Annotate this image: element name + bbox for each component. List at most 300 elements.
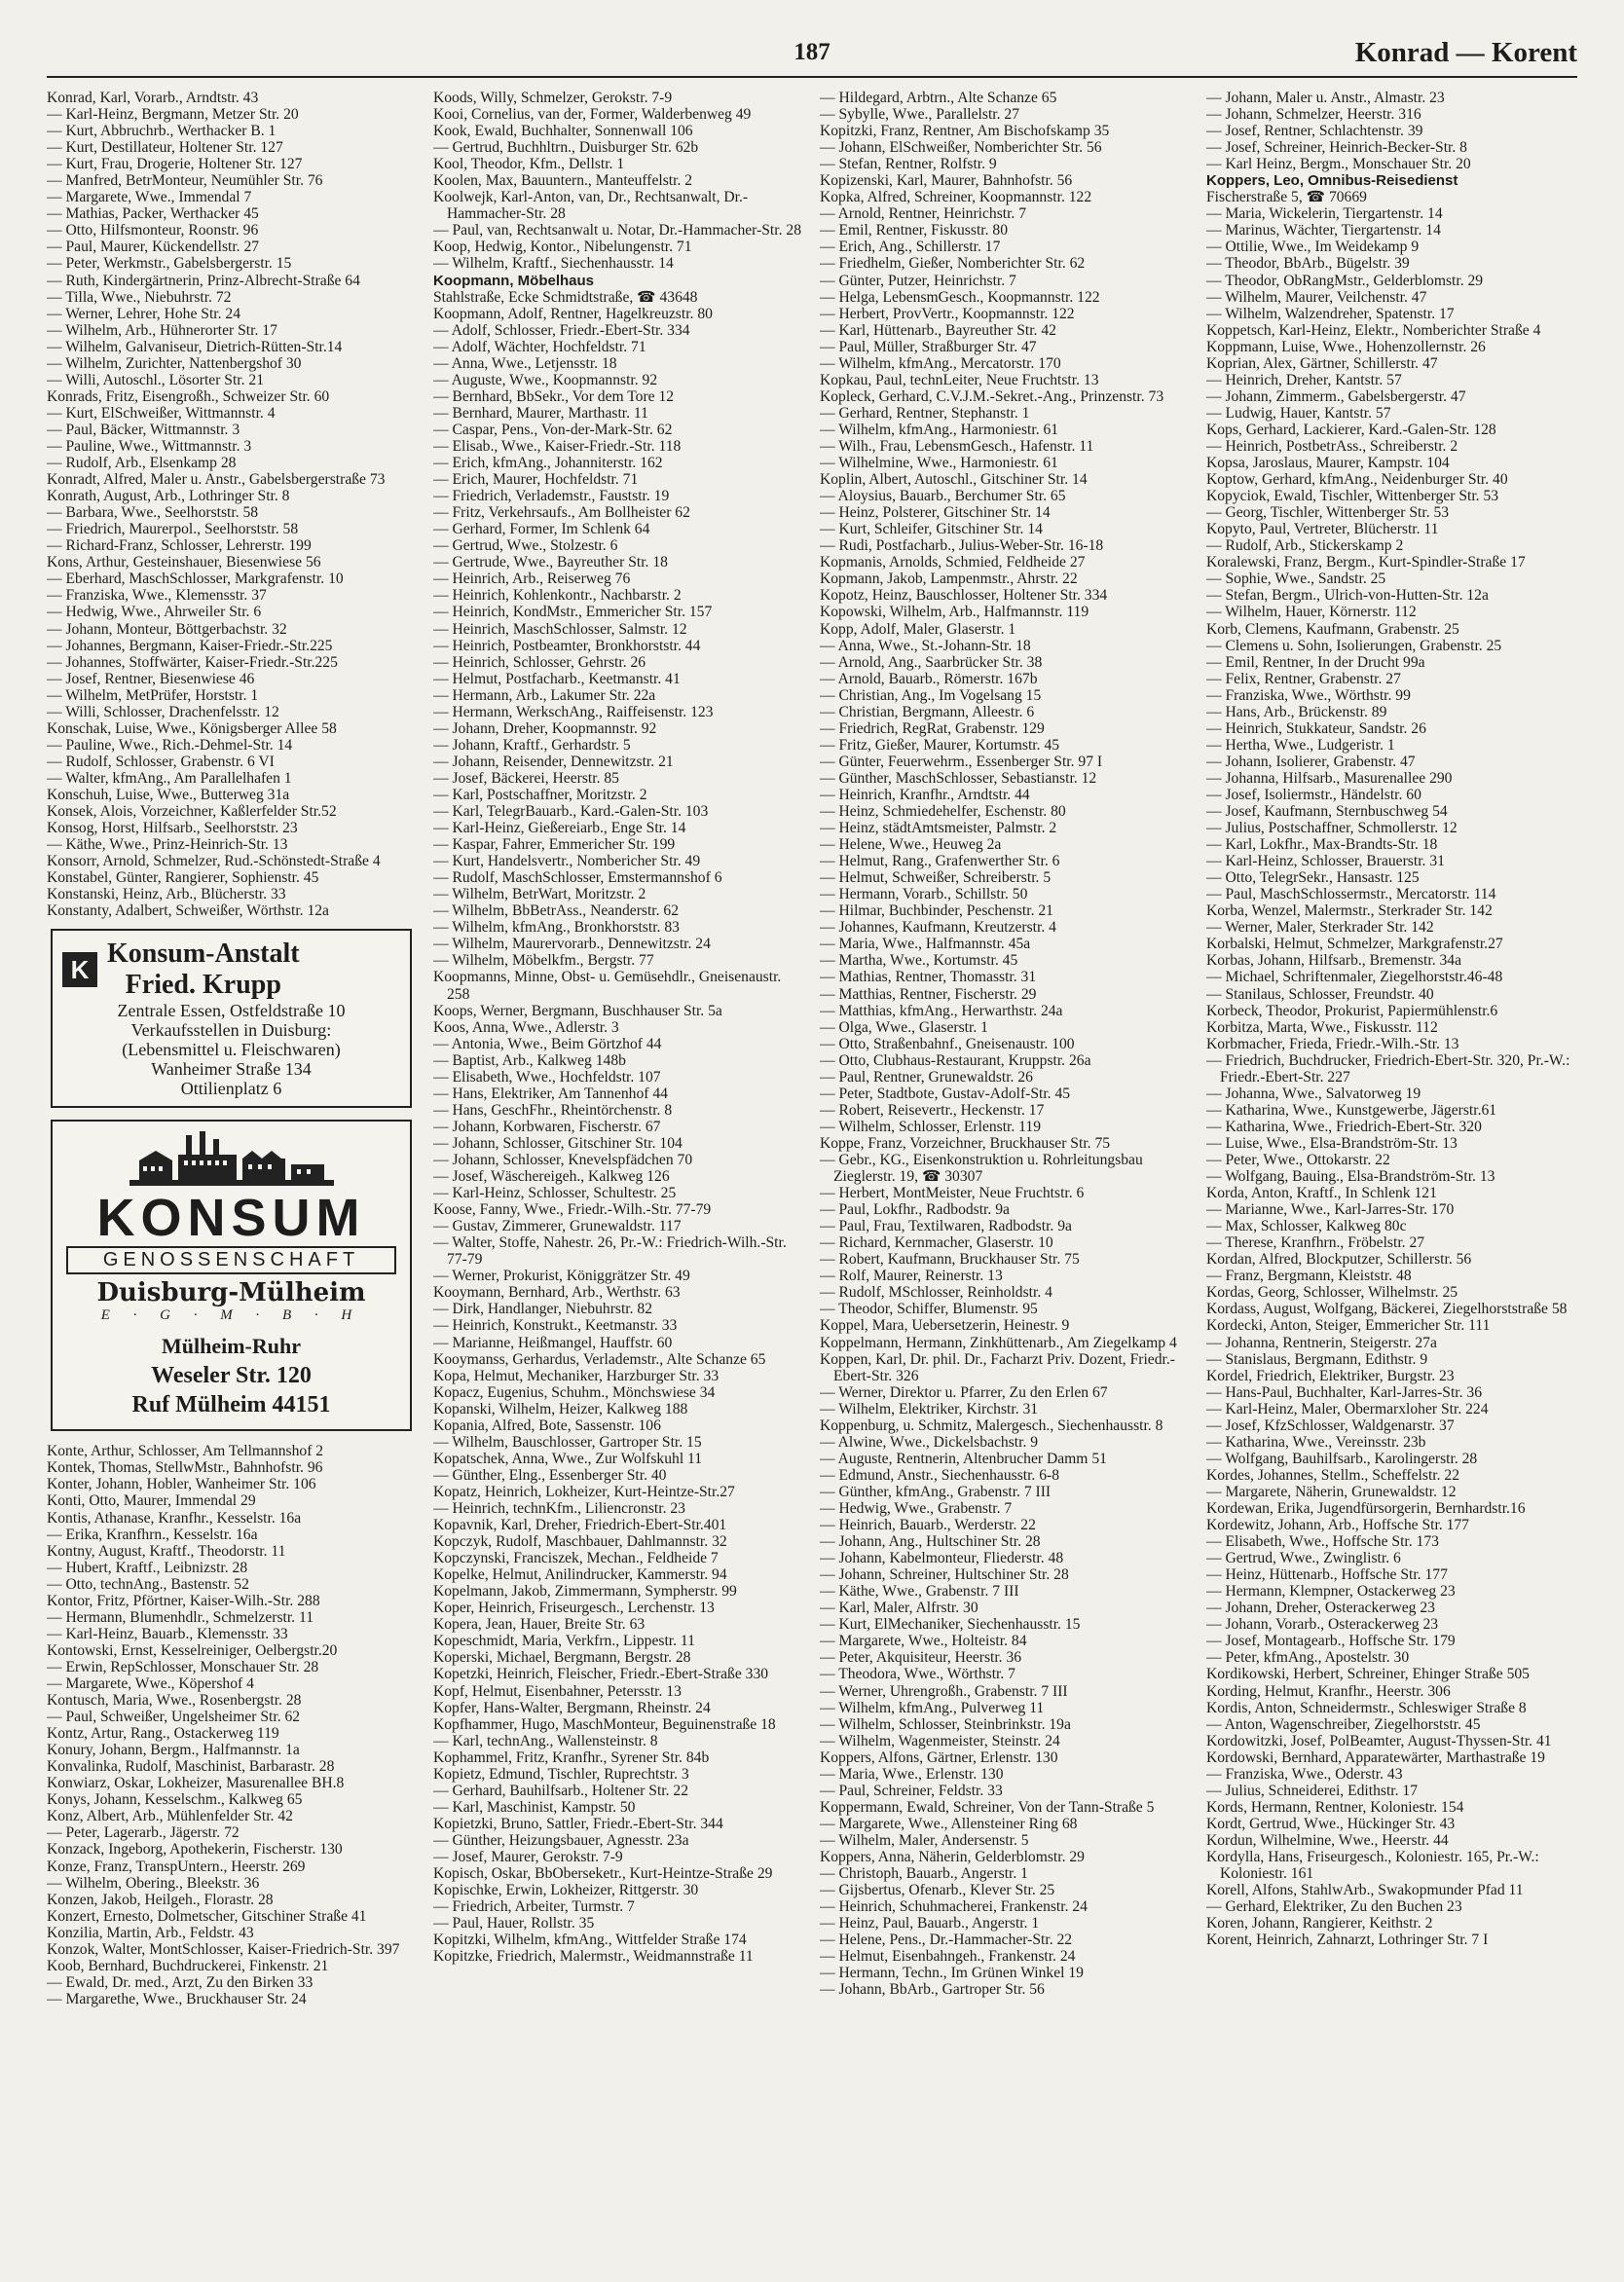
krupp-advertisement — [51, 929, 412, 1108]
directory-entry: — Emil, Rentner, Fiskusstr. 80 — [820, 222, 1009, 239]
directory-entry: Konys, Johann, Kesselschm., Kalkweg 65 — [47, 1791, 303, 1809]
directory-entry: — Johann, Korbwaren, Fischerstr. 67 — [433, 1118, 661, 1135]
directory-entry: Konrads, Fritz, Eisengroßh., Schweizer Str. 60 — [47, 387, 330, 405]
directory-entry: — Wilhelm, Möbelkfm., Bergstr. 77 — [433, 952, 654, 970]
directory-entry: — Margarete, Wwe., Köpershof 4 — [47, 1675, 254, 1692]
directory-entry: Korell, Alfons, StahlwArb., Swakopmunder Pfad 11 — [1206, 1882, 1524, 1899]
directory-entry: — Johann, Isolierer, Grabenstr. 47 — [1206, 753, 1416, 770]
directory-entry: — Walter, kfmAng., Am Parallelhafen 1 — [47, 769, 292, 787]
directory-entry: — Wilhelm, Arb., Hühnerorter Str. 17 — [47, 321, 277, 339]
directory-entry: Kopleck, Gerhard, C.V.J.M.-Sekret.-Ang., Prinzenstr. 73 — [820, 387, 1164, 405]
directory-entry: — Günter, Putzer, Heinrichstr. 7 — [820, 272, 1016, 289]
directory-entry: — Johann, Reisender, Dennewitzstr. 21 — [433, 753, 674, 770]
directory-entry: — Matthias, kfmAng., Herwarthstr. 24a — [820, 1002, 1063, 1019]
directory-entry: — Edmund, Anstr., Siechenhausstr. 6-8 — [820, 1466, 1060, 1484]
directory-entry: Konze, Franz, TranspUntern., Heerstr. 269 — [47, 1858, 306, 1875]
directory-entry: — Kurt, Handelsvertr., Nombericher Str. 49 — [433, 853, 701, 870]
directory-entry: — Friedrich, RegRat, Grabenstr. 129 — [820, 719, 1045, 737]
directory-entry: — Karl, TelegrBauarb., Kard.-Galen-Str. 103 — [433, 803, 709, 821]
directory-entry: Konschuh, Luise, Wwe., Butterweg 31a — [47, 786, 290, 803]
directory-entry: — Kurt, Frau, Drogerie, Holtener Str. 127 — [47, 156, 303, 173]
directory-entry: — Peter, Werkmstr., Gabelsbergerstr. 15 — [47, 255, 292, 273]
directory-entry: — Erika, Kranfhrn., Kesselstr. 16a — [47, 1526, 258, 1543]
directory-entry: — Paul, Schreiner, Feldstr. 33 — [820, 1782, 1003, 1799]
directory-entry: Kopatz, Heinrich, Lokheizer, Kurt-Heintze-Str.27 — [433, 1483, 735, 1500]
directory-entry: Kopietzki, Bruno, Sattler, Friedr.-Ebert-Str. 344 — [433, 1815, 723, 1832]
directory-entry: — Erich, kfmAng., Johanniterstr. 162 — [433, 455, 663, 472]
directory-entry: — Josef, Wäschereigeh., Kalkweg 126 — [433, 1168, 670, 1186]
directory-entry: Konzack, Ingeborg, Apothekerin, Fischerstr. 130 — [47, 1841, 343, 1859]
directory-entry: — Hermann, Blumenhdlr., Schmelzerstr. 11 — [47, 1608, 314, 1626]
directory-entry: Korb, Clemens, Kaufmann, Grabenstr. 25 — [1206, 620, 1459, 638]
directory-entry: — Käthe, Wwe., Grabenstr. 7 III — [820, 1583, 1019, 1601]
directory-entry: Korbeck, Theodor, Prokurist, Papiermühlenstr.6 — [1206, 1002, 1498, 1019]
directory-entry: Kontis, Athanase, Kranfhr., Kesselstr. 16a — [47, 1509, 302, 1527]
directory-entry: — Heinrich, Kohlenkontr., Nachbarstr. 2 — [433, 587, 682, 605]
directory-entry: Kontor, Fritz, Pförtner, Kaiser-Wilh.-Str. 288 — [47, 1592, 320, 1609]
directory-entry: — Fritz, Verkehrsaufs., Am Bollheister 62 — [433, 504, 690, 522]
directory-entry: Kopietz, Edmund, Tischler, Ruprechtstr. 3 — [433, 1765, 689, 1783]
directory-entry: — Kurt, ElSchweißer, Wittmannstr. 4 — [47, 404, 276, 422]
directory-entry: — Adolf, Schlosser, Friedr.-Ebert-Str. 334 — [433, 321, 690, 339]
directory-entry: — Johann, Schlosser, Knevelspfädchen 70 — [433, 1152, 693, 1168]
directory-entry: Kopavnik, Karl, Dreher, Friedrich-Ebert-Str.401 — [433, 1517, 727, 1534]
konsum-city: Duisburg-Mülheim — [96, 1278, 366, 1308]
directory-entry: — Auguste, Wwe., Koopmannstr. 92 — [433, 371, 658, 388]
konsum-ad-line: Mülheim-Ruhr — [162, 1334, 301, 1359]
directory-entry: Koob, Bernhard, Buchdruckerei, Finkenstr. 21 — [47, 1957, 329, 1974]
directory-entry: Koperski, Michael, Bergmann, Bergstr. 28 — [433, 1649, 691, 1667]
krupp-ad-line: Wanheimer Straße 134 — [151, 1059, 312, 1080]
page-header — [47, 37, 1577, 78]
directory-entry: Kopmanis, Arnolds, Schmied, Feldheide 27 — [820, 554, 1086, 571]
directory-entry: Korbmacher, Frieda, Friedr.-Wilh.-Str. 13 — [1206, 1035, 1459, 1052]
directory-entry: — Franz, Bergmann, Kleiststr. 48 — [1206, 1268, 1412, 1285]
directory-entry: Konti, Otto, Maurer, Immendal 29 — [47, 1492, 256, 1510]
directory-entry: — Karl, Maschinist, Kampstr. 50 — [433, 1798, 636, 1816]
directory-entry: — Gerhard, Rentner, Stephanstr. 1 — [820, 404, 1030, 422]
directory-entry: — Günter, Feuerwehrm., Essenberger Str. 97 I — [820, 753, 1103, 770]
directory-entry: — Theodora, Wwe., Wörthstr. 7 — [820, 1666, 1015, 1683]
directory-entry: Kontusch, Maria, Wwe., Rosenbergstr. 28 — [47, 1692, 302, 1710]
directory-entry: — Heinrich, Schuhmacherei, Frankenstr. 24 — [820, 1898, 1088, 1916]
directory-entry: Kordan, Alfred, Blockputzer, Schillerstr. 56 — [1206, 1251, 1472, 1269]
directory-entry: Konvalinka, Rudolf, Maschinist, Barbarastr. 28 — [47, 1758, 335, 1776]
directory-entry: — Michael, Schriftenmaler, Ziegelhorststr.46-48 — [1206, 969, 1503, 986]
directory-entry: Kordewitz, Johann, Arb., Hoffsche Str. 177 — [1206, 1517, 1469, 1534]
directory-entry: — Heinrich, Konstrukt., Keetmanstr. 33 — [433, 1317, 678, 1335]
directory-entry: Koop, Hedwig, Kontor., Nibelungenstr. 71 — [433, 239, 692, 256]
directory-entry: Kopera, Jean, Hauer, Breite Str. 63 — [433, 1616, 646, 1634]
directory-entry: Kopczynski, Franciszek, Mechan., Feldheide 7 — [433, 1550, 719, 1567]
directory-entry: — Hertha, Wwe., Ludgeristr. 1 — [1206, 736, 1395, 754]
directory-entry: — Hermann, WerkschAng., Raiffeisenstr. 123 — [433, 703, 714, 720]
directory-entry: — Wilhelm, Schlosser, Erlenstr. 119 — [820, 1118, 1041, 1135]
directory-entry: — Wilhelm, MetPrüfer, Horststr. 1 — [47, 686, 259, 704]
directory-entry: — Wilhelm, Hauer, Körnerstr. 112 — [1206, 604, 1417, 621]
directory-entry: — Wilhelm, BetrWart, Moritzstr. 2 — [433, 886, 646, 903]
directory-entry: — Karl, Postschaffner, Moritzstr. 2 — [433, 786, 647, 803]
directory-entry: — Johann, Schlosser, Gitschiner Str. 104 — [433, 1134, 683, 1152]
directory-entry: — Maria, Wwe., Erlenstr. 130 — [820, 1765, 1004, 1783]
directory-entry: Kordes, Johannes, Stellm., Scheffelstr. 22 — [1206, 1466, 1460, 1484]
directory-entry: — Erich, Maurer, Hochfeldstr. 71 — [433, 471, 639, 489]
directory-entry: — Peter, Lagerarb., Jägerstr. 72 — [47, 1824, 240, 1842]
directory-entry: — Fritz, Gießer, Maurer, Kortumstr. 45 — [820, 736, 1060, 754]
directory-entry: — Hubert, Kraftf., Leibnizstr. 28 — [47, 1559, 248, 1576]
directory-entry: — Heinz, Paul, Bauarb., Angerstr. 1 — [820, 1915, 1040, 1932]
directory-entry: — Werner, Direktor u. Pfarrer, Zu den Erlen 67 — [820, 1383, 1108, 1401]
directory-entry: — Karl, Lokfhr., Max-Brandts-Str. 18 — [1206, 836, 1438, 854]
directory-entry: — Hermann, Klempner, Ostackerweg 23 — [1206, 1583, 1456, 1601]
directory-entry: — Arnold, Ang., Saarbrücker Str. 38 — [820, 653, 1043, 671]
directory-entry: — Hedwig, Wwe., Grabenstr. 7 — [820, 1499, 1013, 1517]
directory-entry: — Helene, Pens., Dr.-Hammacher-Str. 22 — [820, 1932, 1073, 1949]
directory-entry: — Alwine, Wwe., Dickelsbachstr. 9 — [820, 1433, 1039, 1451]
directory-entry: — Theodor, Schiffer, Blumenstr. 95 — [820, 1301, 1038, 1318]
column-2 — [433, 90, 802, 2266]
directory-entry: — Karl, Hüttenarb., Bayreuther Str. 42 — [820, 321, 1056, 339]
directory-entry: — Josef, Rentner, Biesenwiese 46 — [47, 670, 255, 687]
directory-entry: Kopizenski, Karl, Maurer, Bahnhofstr. 56 — [820, 172, 1073, 190]
directory-entry: Koolwejk, Karl-Anton, van, Dr., Rechtsanwalt, Dr.-Hammacher-Str. 28 — [433, 189, 749, 223]
directory-entry: — Wilhelm, Kraftf., Siechenhausstr. 14 — [433, 255, 674, 273]
directory-entry: — Friedrich, Maurerpol., Seelhorststr. 58 — [47, 521, 299, 538]
directory-entry: — Baptist, Arb., Kalkweg 148b — [433, 1051, 626, 1069]
directory-entry: — Robert, Reisevertr., Heckenstr. 17 — [820, 1101, 1045, 1119]
directory-entry: — Wilhelm, kfmAng., Mercatorstr. 170 — [820, 354, 1061, 372]
directory-entry: — Theodor, ObRangMstr., Gelderblomstr. 29 — [1206, 272, 1484, 289]
directory-entry: Koopmanns, Minne, Obst- u. Gemüsehdlr., Gneisenaustr. 258 — [433, 969, 782, 1003]
directory-entry: — Luise, Wwe., Elsa-Brandström-Str. 13 — [1206, 1134, 1458, 1152]
directory-entry: — Wilhelm, kfmAng., Bronkhorststr. 83 — [433, 919, 680, 937]
directory-entry: Koos, Anna, Wwe., Adlerstr. 3 — [433, 1018, 619, 1036]
directory-entry: — Marinus, Wächter, Tiergartenstr. 14 — [1206, 222, 1441, 239]
directory-entry: Koppe, Franz, Vorzeichner, Bruckhauser Str. 75 — [820, 1134, 1111, 1152]
directory-entry: — Helene, Wwe., Heuweg 2a — [820, 836, 1002, 854]
krupp-ad-line: Ottilienplatz 6 — [180, 1079, 282, 1099]
directory-entry: — Margarete, Wwe., Allensteiner Ring 68 — [820, 1815, 1078, 1832]
directory-entry: Kooi, Cornelius, van der, Former, Walderbenweg 49 — [433, 106, 752, 124]
directory-entry: — Therese, Kranfhrn., Fröbelstr. 27 — [1206, 1234, 1425, 1252]
directory-entry: Konzen, Jakob, Heilgeh., Florastr. 28 — [47, 1891, 274, 1908]
directory-entry: — Josef, Montagearb., Hoffsche Str. 179 — [1206, 1633, 1456, 1650]
directory-entry: Kopeschmidt, Maria, Verkfrn., Lippestr. 11 — [433, 1633, 695, 1650]
directory-entry: Koops, Werner, Bergmann, Buschhauser Str. 5a — [433, 1002, 722, 1019]
directory-entry: — Friedrich, Buchdrucker, Friedrich-Ebert-Str. 320, Pr.-W.: Friedr.-Ebert-Str. 227 — [1206, 1051, 1570, 1086]
directory-entry: — Gertrud, Wwe., Zwinglistr. 6 — [1206, 1550, 1401, 1567]
directory-entry: — Martha, Wwe., Kortumstr. 45 — [820, 952, 1018, 970]
directory-entry: — Richard, Kernmacher, Glaserstr. 10 — [820, 1234, 1053, 1252]
directory-entry: — Christian, Bergmann, Alleestr. 6 — [820, 703, 1035, 720]
directory-entry: — Josef, Maurer, Gerokstr. 7-9 — [433, 1848, 623, 1865]
directory-entry: Koppmann, Luise, Wwe., Hohenzollernstr. 26 — [1206, 338, 1486, 355]
directory-entry: Kordas, Georg, Schlosser, Wilhelmstr. 25 — [1206, 1284, 1458, 1302]
directory-entry: Koods, Willy, Schmelzer, Gerokstr. 7-9 — [433, 90, 673, 106]
directory-entry: — Gerhard, Former, Im Schlenk 64 — [433, 521, 650, 538]
directory-entry: — Emil, Rentner, In der Drucht 99a — [1206, 653, 1425, 671]
directory-entry: — Gertrud, Wwe., Stolzestr. 6 — [433, 537, 618, 555]
directory-entry: Koralewski, Franz, Bergm., Kurt-Spindler-Straße 17 — [1206, 554, 1526, 571]
directory-entry: — Max, Schlosser, Kalkweg 80c — [1206, 1218, 1407, 1235]
directory-entry: — Günther, Elng., Essenberger Str. 40 — [433, 1466, 667, 1484]
directory-entry: — Gustav, Zimmerer, Grunewaldstr. 117 — [433, 1218, 682, 1235]
directory-entry: — Rudolf, MaschSchlosser, Emstermannshof 6 — [433, 869, 722, 887]
directory-entry: Kordun, Wilhelmine, Wwe., Heerstr. 44 — [1206, 1831, 1449, 1849]
directory-entry: — Karl Heinz, Bergm., Monschauer Str. 20 — [1206, 156, 1471, 173]
directory-entry: — Heinrich, Stukkateur, Sandstr. 26 — [1206, 719, 1426, 737]
directory-entry: — Paul, Bäcker, Wittmannstr. 3 — [47, 421, 240, 438]
directory-entry: Fischerstraße 5, ☎ 70669 — [1206, 189, 1367, 206]
directory-entry: Kopp, Adolf, Maler, Glaserstr. 1 — [820, 620, 1016, 638]
krupp-logo-icon: K — [62, 952, 97, 987]
directory-entry: — Johannes, Bergmann, Kaiser-Friedr.-Str.225 — [47, 637, 333, 654]
directory-entry: — Pauline, Wwe., Wittmannstr. 3 — [47, 437, 252, 455]
directory-entry: — Barbara, Wwe., Seelhorststr. 58 — [47, 504, 259, 522]
directory-entry: — Otto, technAng., Bastenstr. 52 — [47, 1575, 249, 1593]
directory-entry: Kordewan, Erika, Jugendfürsorgerin, Bernhardstr.16 — [1206, 1499, 1526, 1517]
directory-entry: — Elisab., Wwe., Kaiser-Friedr.-Str. 118 — [433, 437, 682, 455]
directory-entry: — Wilhelmine, Wwe., Harmoniestr. 61 — [820, 455, 1058, 472]
directory-entry: Konsek, Alois, Vorzeichner, Kaßlerfelder Str.52 — [47, 803, 337, 821]
directory-entry: Kops, Gerhard, Lackierer, Kard.-Galen-Str. 128 — [1206, 421, 1496, 438]
column-4 — [1206, 90, 1575, 2266]
directory-entry: Koppers, Alfons, Gärtner, Erlenstr. 130 — [820, 1748, 1058, 1766]
directory-entry: — Ewald, Dr. med., Arzt, Zu den Birken 33 — [47, 1973, 314, 1991]
directory-entry: Kontek, Thomas, StellwMstr., Bahnhofstr. 96 — [47, 1459, 323, 1477]
directory-entry: Kopyto, Paul, Vertreter, Blücherstr. 11 — [1206, 521, 1439, 538]
directory-entry: — Otto, Hilfsmonteur, Roonstr. 96 — [47, 222, 259, 239]
directory-entry: Konrad, Karl, Vorarb., Arndtstr. 43 — [47, 90, 259, 106]
directory-entry: — Erwin, RepSchlosser, Monschauer Str. 28 — [47, 1658, 319, 1675]
directory-entry: — Kurt, Schleifer, Gitschiner Str. 14 — [820, 521, 1043, 538]
directory-entry: — Clemens u. Sohn, Isolierungen, Grabenstr. 25 — [1206, 637, 1502, 654]
directory-entry: — Wilhelm, Maurer, Veilchenstr. 47 — [1206, 288, 1427, 306]
directory-entry: — Johann, Vorarb., Osterackerweg 23 — [1206, 1616, 1439, 1634]
directory-entry: Kopelke, Helmut, Anilindrucker, Kammerstr. 94 — [433, 1566, 727, 1584]
directory-entry: — Hedwig, Wwe., Ahrweiler Str. 6 — [47, 604, 262, 621]
directory-entry: — Werner, Maler, Sterkrader Str. 142 — [1206, 919, 1434, 937]
directory-entry: Kordis, Anton, Schneidermstr., Schleswiger Straße 8 — [1206, 1699, 1527, 1716]
directory-entry: — Ludwig, Hauer, Kantstr. 57 — [1206, 404, 1391, 422]
directory-entry: — Heinrich, Bauarb., Werderstr. 22 — [820, 1517, 1036, 1534]
column-1 — [47, 90, 416, 2266]
directory-entry: — Rudi, Postfacharb., Julius-Weber-Str. 16-18 — [820, 537, 1104, 555]
directory-entry: — Julius, Postschaffner, Schmollerstr. 12 — [1206, 820, 1458, 837]
directory-entry: — Friedrich, Verlademstr., Fauststr. 19 — [433, 488, 670, 505]
directory-entry: — Paul, Frau, Textilwaren, Radbodstr. 9a — [820, 1218, 1072, 1235]
directory-entry: Kopitzki, Wilhelm, kfmAng., Wittfelder Straße 174 — [433, 1932, 747, 1949]
directory-entry: — Antonia, Wwe., Beim Görtzhof 44 — [433, 1035, 662, 1052]
directory-entry: Kordikowski, Herbert, Schreiner, Ehinger Straße 505 — [1206, 1666, 1530, 1683]
directory-entry: — Manfred, BetrMonteur, Neumühler Str. 76 — [47, 172, 323, 190]
directory-entry: — Wilhelm, Zurichter, Nattenbergshof 30 — [47, 354, 302, 372]
directory-entry: — Wilhelm, Galvaniseur, Dietrich-Rütten-Str.14 — [47, 338, 343, 355]
directory-entry: — Wilhelm, Wagenmeister, Steinstr. 24 — [820, 1732, 1060, 1749]
directory-entry: — Wilhelm, kfmAng., Harmoniestr. 61 — [820, 421, 1059, 438]
directory-entry: — Gertrud, Buchhltrn., Duisburger Str. 62b — [433, 139, 699, 157]
directory-entry: — Anna, Wwe., St.-Johann-Str. 18 — [820, 637, 1031, 654]
directory-entry: Kopania, Alfred, Bote, Sassenstr. 106 — [433, 1417, 661, 1434]
directory-entry: — Caspar, Pens., Von-der-Mark-Str. 62 — [433, 421, 673, 438]
directory-entry: — Gerhard, Bauhilfsarb., Holtener Str. 22 — [433, 1782, 689, 1799]
directory-entry: Konstabel, Günter, Rangierer, Sophienstr. 45 — [47, 869, 319, 887]
directory-entry: — Johanna, Hilfsarb., Masurenallee 290 — [1206, 769, 1453, 787]
directory-entry: — Margarethe, Wwe., Bruckhauser Str. 24 — [47, 1990, 307, 2007]
directory-entry: — Richard-Franz, Schlosser, Lehrerstr. 199 — [47, 537, 312, 555]
directory-entry: Kordowski, Bernhard, Apparatewärter, Marthastraße 19 — [1206, 1748, 1545, 1766]
directory-entry: — Katharina, Wwe., Friedrich-Ebert-Str. 320 — [1206, 1118, 1482, 1135]
directory-entry: Koppelmann, Hermann, Zinkhüttenarb., Am Ziegelkamp 4 — [820, 1334, 1177, 1351]
directory-entry: — Wilhelm, Elektriker, Kirchstr. 31 — [820, 1400, 1039, 1417]
directory-entry: — Heinrich, Dreher, Kantstr. 57 — [1206, 371, 1402, 388]
directory-entry: — Auguste, Rentnerin, Altenbrucher Damm 51 — [820, 1450, 1107, 1467]
directory-entry: — Ottilie, Wwe., Im Weidekamp 9 — [1206, 239, 1420, 256]
directory-entry: Korda, Anton, Kraftf., In Schlenk 121 — [1206, 1185, 1437, 1202]
directory-entry: Konstanty, Adalbert, Schweißer, Wörthstr. 12a — [47, 902, 329, 920]
directory-entry: — Bernhard, BbSekr., Vor dem Tore 12 — [433, 387, 675, 405]
directory-entry: — Heinrich, Arb., Reiserweg 76 — [433, 570, 631, 588]
column-3 — [820, 90, 1189, 2266]
directory-entry: — Karl-Heinz, Schlosser, Schultestr. 25 — [433, 1185, 677, 1202]
directory-entry: Kons, Arthur, Gesteinshauer, Biesenwiese 56 — [47, 554, 321, 571]
directory-entry: — Stefan, Rentner, Rolfstr. 9 — [820, 156, 997, 173]
directory-entry: — Johann, Zimmerm., Gabelsbergerstr. 47 — [1206, 387, 1466, 405]
directory-entry: — Erich, Ang., Schillerstr. 17 — [820, 239, 1001, 256]
krupp-ad-line: Verkaufsstellen in Duisburg: — [130, 1020, 332, 1041]
directory-entry: — Heinrich, Kranfhr., Arndtstr. 44 — [820, 786, 1030, 803]
directory-entry: Korbas, Johann, Hilfsarb., Bremenstr. 34a — [1206, 952, 1462, 970]
directory-entry: — Mathias, Packer, Werthacker 45 — [47, 205, 259, 223]
directory-entry: — Josef, Kaufmann, Sternbuschweg 54 — [1206, 803, 1448, 821]
directory-entry: — Herbert, MontMeister, Neue Fruchtstr. 6 — [820, 1185, 1085, 1202]
directory-entry: — Christian, Ang., Im Vogelsang 15 — [820, 686, 1042, 704]
directory-entry: — Hans, Arb., Brückenstr. 89 — [1206, 703, 1387, 720]
directory-entry: — Eberhard, MaschSchlosser, Markgrafenstr. 10 — [47, 570, 344, 588]
directory-entry: — Hans, GeschFhr., Rheintörchenstr. 8 — [433, 1101, 673, 1119]
directory-entry: — Paul, van, Rechtsanwalt u. Notar, Dr.-Hammacher-Str. 28 — [433, 222, 801, 239]
directory-entry: — Helmut, Eisenbahngeh., Frankenstr. 24 — [820, 1948, 1076, 1966]
directory-entry: Koppers, Anna, Näherin, Gelderblomstr. 29 — [820, 1848, 1085, 1865]
konsum-ad-line: Weseler Str. 120 — [151, 1363, 312, 1389]
directory-entry: — Friedhelm, Gießer, Nomberichter Str. 62 — [820, 255, 1086, 273]
directory-entry: — Franziska, Wwe., Klemensstr. 37 — [47, 587, 267, 605]
directory-entry: — Heinz, Schmiedehelfer, Eschenstr. 80 — [820, 803, 1066, 821]
directory-entry: Kopf, Helmut, Eisenbahner, Petersstr. 13 — [433, 1682, 682, 1700]
directory-entry: — Heinz, Polsterer, Gitschiner Str. 14 — [820, 504, 1051, 522]
directory-entry: Koose, Fanny, Wwe., Friedr.-Wilh.-Str. 77-79 — [433, 1201, 712, 1219]
directory-entry: — Marianne, Wwe., Karl-Jarres-Str. 170 — [1206, 1201, 1455, 1219]
directory-entry: — Josef, Bäckerei, Heerstr. 85 — [433, 769, 619, 787]
directory-entry: — Marianne, Heißmangel, Hauffstr. 60 — [433, 1334, 673, 1351]
directory-entry: — Paul, Hauer, Rollstr. 35 — [433, 1915, 595, 1932]
directory-entry: Kopatschek, Anna, Wwe., Zur Wolfskuhl 11 — [433, 1450, 703, 1467]
directory-entry: Kool, Theodor, Kfm., Dellstr. 1 — [433, 156, 625, 173]
directory-entry: — Stanislaus, Bergmann, Edithstr. 9 — [1206, 1350, 1428, 1368]
directory-entry: Korba, Wenzel, Malermstr., Sterkrader Str. 142 — [1206, 902, 1493, 920]
directory-entry: — Anna, Wwe., Letjensstr. 18 — [433, 354, 617, 372]
directory-entry: — Sophie, Wwe., Sandstr. 25 — [1206, 570, 1386, 588]
directory-entry: — Johann, Monteur, Böttgerbachstr. 32 — [47, 620, 287, 638]
directory-entry: — Rudolf, Arb., Stickerskamp 2 — [1206, 537, 1404, 555]
directory-entry: — Hilmar, Buchbinder, Peschenstr. 21 — [820, 902, 1053, 920]
directory-entry: Konstanski, Heinz, Arb., Blücherstr. 33 — [47, 886, 286, 903]
directory-entry: — Hans-Paul, Buchhalter, Karl-Jarres-Str. 36 — [1206, 1383, 1483, 1401]
krupp-ad-title-2: Fried. Krupp — [125, 970, 281, 1001]
directory-entry: — Robert, Kaufmann, Bruckhauser Str. 75 — [820, 1251, 1080, 1269]
directory-entry: Kopisch, Oskar, BbOberseketr., Kurt-Heintze-Straße 29 — [433, 1865, 773, 1883]
directory-entry: — Bernhard, Maurer, Marthastr. 11 — [433, 404, 648, 422]
directory-entry: Kopfhammer, Hugo, MaschMonteur, Beguinenstraße 18 — [433, 1715, 776, 1733]
directory-entry: — Rudolf, Schlosser, Grabenstr. 6 VI — [47, 753, 275, 770]
directory-entry: — Wilhelm, Bauschlosser, Gartroper Str. 15 — [433, 1433, 702, 1451]
column-1-top-entries — [47, 90, 416, 919]
directory-entry: Kopfer, Hans-Walter, Bergmann, Rheinstr. 24 — [433, 1699, 711, 1716]
directory-entry: Kordt, Gertrud, Wwe., Hückinger Str. 43 — [1206, 1815, 1456, 1832]
directory-entry: — Friedrich, Arbeiter, Turmstr. 7 — [433, 1898, 635, 1916]
directory-entry: — Rolf, Maurer, Reinerstr. 13 — [820, 1268, 1003, 1285]
directory-entry: — Maria, Wwe., Halfmannstr. 45a — [820, 936, 1031, 953]
directory-entry: Kopelmann, Jakob, Zimmermann, Sympherstr. 99 — [433, 1583, 737, 1601]
directory-entry: — Anton, Wagenschreiber, Ziegelhorststr. 45 — [1206, 1715, 1481, 1733]
directory-entry: — Günther, Heizungsbauer, Agnesstr. 23a — [433, 1831, 689, 1849]
krupp-ad-title-1: Konsum-Anstalt — [107, 939, 300, 970]
directory-entry: — Ruth, Kindergärtnerin, Prinz-Albrecht-Straße 64 — [47, 272, 360, 289]
krupp-ad-line: Zentrale Essen, Ostfeldstraße 10 — [117, 1001, 346, 1021]
directory-entry: Kopitzke, Friedrich, Malermstr., Weidmannstraße 11 — [433, 1948, 754, 1966]
directory-entry: — Stefan, Bergm., Ulrich-von-Hutten-Str. 12a — [1206, 587, 1489, 605]
directory-entry: — Käthe, Wwe., Prinz-Heinrich-Str. 13 — [47, 836, 288, 854]
directory-entry: — Gijsbertus, Ofenarb., Klever Str. 25 — [820, 1882, 1055, 1899]
directory-entry: — Johann, BbArb., Gartroper Str. 56 — [820, 1981, 1045, 1999]
directory-entry: — Peter, Akquisiteur, Heerstr. 36 — [820, 1649, 1022, 1667]
factory-icon — [129, 1131, 334, 1188]
directory-entry: Kontz, Artur, Rang., Ostackerweg 119 — [47, 1725, 279, 1743]
directory-entry: Kopanski, Wilhelm, Heizer, Kalkweg 188 — [433, 1400, 688, 1417]
directory-entry: — Maria, Wickelerin, Tiergartenstr. 14 — [1206, 205, 1443, 223]
directory-entry: — Heinrich, technKfm., Liliencronstr. 23 — [433, 1499, 685, 1517]
directory-entry: — Wilhelm, Walzendreher, Spatenstr. 17 — [1206, 305, 1455, 322]
directory-entry: Koppel, Mara, Uebersetzerin, Heinestr. 9 — [820, 1317, 1070, 1335]
directory-entry: — Katharina, Wwe., Kunstgewerbe, Jägerstr.61 — [1206, 1101, 1497, 1119]
directory-entry: — Helmut, Schweißer, Schreiberstr. 5 — [820, 869, 1052, 887]
directory-entry: Koprian, Alex, Gärtner, Schillerstr. 47 — [1206, 354, 1438, 372]
directory-entry: Koppen, Karl, Dr. phil. Dr., Facharzt Priv. Dozent, Friedr.-Ebert-Str. 326 — [820, 1350, 1175, 1384]
directory-entry: — Stanilaus, Schlosser, Freundstr. 40 — [1206, 985, 1434, 1003]
directory-entry: Koppenburg, u. Schmitz, Malergesch., Siechenhausstr. 8 — [820, 1417, 1163, 1434]
directory-entry: Kopka, Alfred, Schreiner, Koopmannstr. 122 — [820, 189, 1092, 206]
directory-entry: — Helmut, Rang., Grafenwerther Str. 6 — [820, 853, 1060, 870]
directory-entry: — Johann, ElSchweißer, Nomberichter Str. 56 — [820, 139, 1102, 157]
directory-entry: — Sybylle, Wwe., Parallelstr. 27 — [820, 106, 1020, 124]
directory-entry: — Hermann, Arb., Lakumer Str. 22a — [433, 686, 656, 704]
directory-entry: — Johann, Dreher, Osterackerweg 23 — [1206, 1600, 1435, 1617]
directory-entry: Kording, Helmut, Kranfhr., Heerstr. 306 — [1206, 1682, 1451, 1700]
directory-entry: Kopowski, Wilhelm, Arb., Halfmannstr. 119 — [820, 604, 1089, 621]
directory-entry: — Johanna, Rentnerin, Steigerstr. 27a — [1206, 1334, 1437, 1351]
directory-entry: — Elisabeth, Wwe., Hoffsche Str. 173 — [1206, 1533, 1439, 1551]
directory-entry: — Tilla, Wwe., Niebuhrstr. 72 — [47, 288, 232, 306]
directory-entry: Kooymanss, Gerhardus, Verlademstr., Alte Schanze 65 — [433, 1350, 766, 1368]
directory-entry: — Rudolf, Arb., Elsenkamp 28 — [47, 455, 237, 472]
directory-entry: — Heinrich, Postbeamter, Bronkhorststr. 44 — [433, 637, 701, 654]
directory-entry: — Adolf, Wächter, Hochfeldstr. 71 — [433, 338, 646, 355]
directory-entry: Korent, Heinrich, Zahnarzt, Lothringer Str. 7 I — [1206, 1932, 1489, 1949]
directory-entry: — Johannes, Stoffwärter, Kaiser-Friedr.-Str.225 — [47, 653, 338, 671]
directory-entry: — Rudolf, MSchlosser, Reinholdstr. 4 — [820, 1284, 1052, 1302]
directory-entry: — Felix, Rentner, Grabenstr. 27 — [1206, 670, 1401, 687]
directory-entry: — Hans, Elektriker, Am Tannenhof 44 — [433, 1085, 668, 1102]
